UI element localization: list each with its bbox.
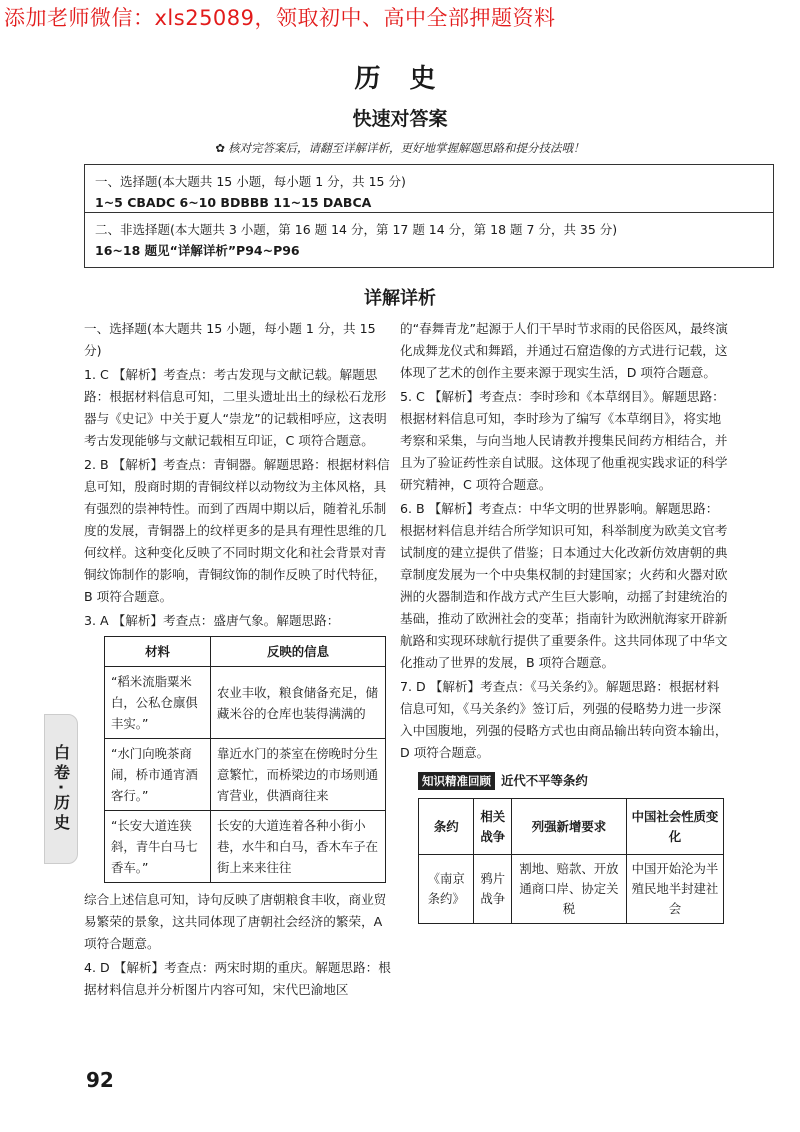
header-demand: 列强新增要求 <box>512 799 627 855</box>
quick-answer-heading: 快速对答案 <box>352 108 448 130</box>
answer-explanation-6: 6. B 【解析】考查点：中华文明的世界影响。解题思路：根据材料信息并结合所学知识可知，科举制度为欧美文官考试制度的建立提供了借鉴；日本通过大化改新仿效唐朝的典章制度发展为一个中央集权制的封建国家；火药和火器对欧洲的火器制造和作战方式产生巨大影响，动摇了封建统治的基础，推动了欧洲社会的变革；指南针为欧洲航海家开辟新航路和实现环球航行提供了重要条件。这共同体现了中华文化推动了世界的发展，B 项符合题意。 <box>400 501 728 670</box>
answer-section-1 <box>85 165 773 213</box>
answer-section-2 <box>85 213 773 261</box>
side-tab <box>44 714 78 864</box>
treaty-table <box>418 798 724 924</box>
table-row <box>419 855 724 924</box>
left-column <box>84 318 394 1003</box>
answer-box <box>84 164 774 268</box>
change-cell: 中国开始沦为半殖民地半封建社会 <box>626 855 723 924</box>
detail-intro: 一、选择题(本大题共 15 小题，每小题 1 分，共 15 分) <box>84 321 376 358</box>
answer-explanation-2: 2. B 【解析】考查点：青铜器。解题思路：根据材料信息可知，殷商时期的青铜纹样以动物纹为主体风格，具有强烈的崇神特性。而到了西周中期以后，随着礼乐制度的发展，青铜器上的纹样更多的是具有理性思维的几何纹样。这种变化反映了不同时期文化和社会背景对青铜纹饰制作的影响，青铜纹饰的制作反映了时代特征，B 项符合题意。 <box>84 457 390 604</box>
answer-explanation-7: 7. D 【解析】考查点：《马关条约》。解题思路：根据材料信息可知，《马关条约》签订后，列强的侵略势力进一步深入中国腹地，列强的侵略方式也由商品输出转向资本输出，D 项符合题意。 <box>400 679 728 760</box>
table-row <box>105 811 386 883</box>
knowledge-heading <box>418 770 730 792</box>
watermark-banner: 添加老师微信：xls25089，领取初中、高中全部押题资料 <box>4 6 556 30</box>
section1-title: 一、选择题(本大题共 15 小题，每小题 1 分，共 15 分) <box>95 174 406 189</box>
material-table <box>104 636 386 883</box>
page-number: 92 <box>86 1068 114 1092</box>
info-cell: 长安的大道连着各种小街小巷，水牛和白马，香木车子在街上来来往往 <box>211 811 386 883</box>
treaty-table-header <box>419 799 724 855</box>
answer-explanation-5: 5. C 【解析】考查点：李时珍和《本草纲目》。解题思路：根据材料信息可知，李时珍为了编写《本草纲目》，将实地考察和采集，与向当地人民请教并搜集民间药方相结合，并且为了验证药性亲自试服。这体现了他重视实践求证的科学研究精神，C 项符合题意。 <box>400 389 728 492</box>
demand-cell: 割地、赔款、开放通商口岸、协定关税 <box>512 855 627 924</box>
answer-explanation-3-summary: 综合上述信息可知，诗句反映了唐朝粮食丰收，商业贸易繁荣的景象，这共同体现了唐朝社会经济的繁荣，A 项符合题意。 <box>84 892 387 951</box>
header-war: 相关战争 <box>474 799 512 855</box>
treaty-cell: 《南京条约》 <box>419 855 474 924</box>
detail-heading: 详解详析 <box>364 288 436 309</box>
material-cell: “长安大道连狭斜，青牛白马七香车。” <box>105 811 211 883</box>
answer-explanation-4-start: 4. D 【解析】考查点：两宋时期的重庆。解题思路：根据材料信息并分析图片内容可知，宋代巴渝地区 <box>84 960 391 997</box>
war-cell: 鸦片战争 <box>474 855 512 924</box>
table-row <box>105 667 386 739</box>
side-tab-label: 白卷·历史 <box>51 743 71 835</box>
info-cell: 农业丰收，粮食储备充足，储藏米谷的仓库也装得满满的 <box>211 667 386 739</box>
material-table-header <box>105 637 386 667</box>
knowledge-badge: 知识精准回顾 <box>418 772 495 790</box>
answer-explanation-3: 3. A 【解析】考查点：盛唐气象。解题思路： <box>84 613 340 628</box>
page-title: 历 史 <box>354 64 446 94</box>
section2-title: 二、非选择题(本大题共 3 小题，第 16 题 14 分，第 17 题 14 分，第 18 题 7 分，共 35 分) <box>95 222 618 237</box>
header-material: 材料 <box>105 637 211 667</box>
header-treaty: 条约 <box>419 799 474 855</box>
material-cell: “水门向晚茶商闹，桥市通宵酒客行。” <box>105 739 211 811</box>
material-cell: “稻米流脂粟米白，公私仓廪俱丰实。” <box>105 667 211 739</box>
answer-explanation-4-cont: 的“春舞青龙”起源于人们干旱时节求雨的民俗医风，最终演化成舞龙仪式和舞蹈，并通过石窟造像的方式进行记载，这体现了艺术的创作主要来源于现实生活，D 项符合题意。 <box>400 321 728 380</box>
knowledge-title: 近代不平等条约 <box>501 773 588 788</box>
table-row <box>105 739 386 811</box>
header-change: 中国社会性质变化 <box>626 799 723 855</box>
answer-explanation-1: 1. C 【解析】考查点：考古发现与文献记载。解题思路：根据材料信息可知，二里头遗址出土的绿松石龙形器与《史记》中关于夏人“崇龙”的记载相呼应，这表明考古发现能够与文献记载相互印证，C 项符合题意。 <box>84 367 387 448</box>
header-info: 反映的信息 <box>211 637 386 667</box>
hint-text <box>0 140 800 156</box>
section1-answers: 1~5 CBADC 6~10 BDBBB 11~15 DABCA <box>95 195 372 210</box>
section2-note: 16~18 题见“详解详析”P94~P96 <box>95 243 300 258</box>
leaf-icon: ✿ <box>215 141 226 155</box>
right-column <box>400 318 730 924</box>
hint-label: 核对完答案后，请翻至详解详析，更好地掌握解题思路和提分技法哦！ <box>228 141 585 155</box>
info-cell: 靠近水门的茶室在傍晚时分生意繁忙，而桥梁边的市场则通宵营业，供酒商往来 <box>211 739 386 811</box>
